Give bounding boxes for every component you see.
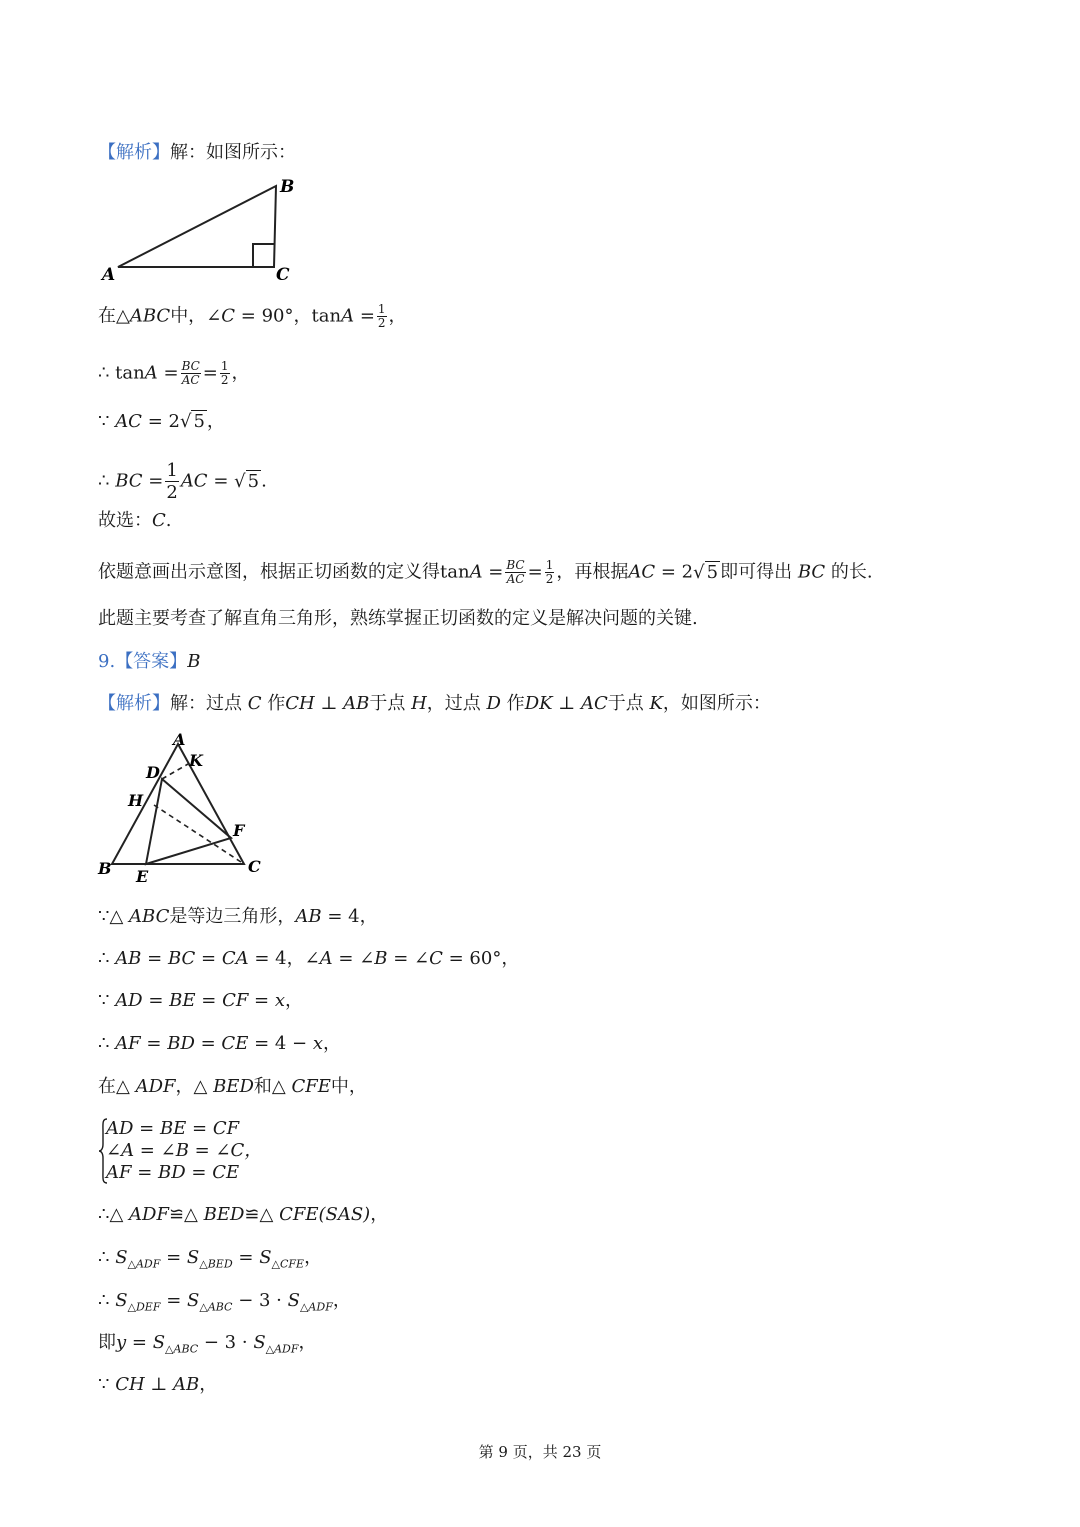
q9-line4 [98, 1032, 341, 1056]
text: = [359, 305, 375, 327]
text: ∴ [98, 1247, 116, 1268]
fraction [220, 360, 230, 387]
subscript: △CFE [271, 1257, 305, 1271]
text: ∴ [98, 948, 116, 969]
text: ∵ [98, 1374, 116, 1395]
math: ADF [135, 1076, 176, 1097]
q9-line1 [98, 905, 378, 929]
line-bc [98, 460, 267, 503]
math: S [259, 1247, 272, 1268]
math: A [469, 561, 483, 583]
text: ∠ [206, 305, 222, 327]
system-rows [106, 1118, 262, 1184]
math: CH [115, 1374, 145, 1395]
text: ， [388, 305, 407, 327]
text: = [195, 948, 222, 969]
math: ADF [129, 1204, 169, 1225]
math: BED [203, 1204, 245, 1225]
math: S [187, 1290, 200, 1311]
text: 于点 [607, 693, 650, 714]
page-footer: 第 9 页，共 23 页 [478, 1443, 602, 1461]
math: DK [524, 693, 553, 714]
math: CH [285, 693, 315, 714]
subscript: △ADF [127, 1257, 161, 1271]
math: (SAS) [318, 1204, 371, 1225]
q9-line2 [98, 947, 519, 971]
math: CFE [279, 1204, 319, 1225]
numerator: 1 [166, 460, 178, 481]
math: C [221, 305, 236, 327]
math: x [312, 1033, 324, 1054]
equilateral-triangle-figure [96, 728, 271, 888]
subscript: △ABC [199, 1300, 233, 1314]
label-f: F [233, 821, 245, 840]
text: = 90°， [240, 305, 312, 327]
text: = [160, 1290, 188, 1311]
vertex-b-label: B [280, 177, 295, 197]
text: 故选： [98, 510, 152, 531]
math: ABC [129, 305, 171, 327]
text: = 4， [321, 906, 378, 927]
math: BC [167, 948, 196, 969]
text: = [140, 1033, 168, 1054]
math: AD [115, 990, 143, 1011]
math: CA [221, 948, 249, 969]
text: 于点 [369, 693, 412, 714]
label-k: K [189, 751, 203, 770]
math: BC [797, 561, 826, 583]
line-choice [98, 509, 172, 533]
line-summary [98, 559, 873, 586]
text: ，再根据 [556, 561, 629, 583]
math: K [649, 693, 663, 714]
text: ∴△ [98, 1204, 130, 1225]
text: = ∠ [387, 948, 430, 969]
math: AB [343, 693, 370, 714]
text: = [213, 470, 229, 492]
math: AF [115, 1033, 141, 1054]
math: BE [169, 990, 196, 1011]
text: ⊥ [314, 693, 344, 714]
subscript: △DEF [127, 1300, 161, 1314]
text: = [126, 1332, 153, 1353]
math: AB [173, 1374, 200, 1395]
q9-line7 [98, 1246, 322, 1277]
text: 中， [170, 305, 207, 327]
text: ， [332, 1290, 351, 1311]
label-a: A [173, 730, 186, 749]
text: ⊥ [144, 1374, 174, 1395]
q9-intro [98, 692, 771, 716]
analysis-heading [98, 141, 296, 165]
math: AC [115, 411, 142, 432]
text: = [148, 470, 164, 492]
text: = ∠ [332, 948, 375, 969]
label-d: D [146, 763, 160, 782]
right-triangle-figure [98, 172, 308, 287]
text: = [142, 990, 170, 1011]
sqrt: √ 5 [234, 470, 260, 492]
text: ∵ [98, 411, 116, 432]
text: − 3 · [232, 1290, 288, 1311]
fraction [505, 559, 525, 586]
math: BED [213, 1076, 254, 1097]
math: AB [115, 948, 142, 969]
text: ，如图所示： [662, 693, 771, 714]
text: = [527, 561, 543, 583]
system-row: AD = BE = CF [106, 1118, 240, 1139]
math: S [253, 1332, 266, 1353]
math: B [374, 948, 388, 969]
intro-text: 解：如图所示： [170, 142, 296, 163]
text: ， [370, 1204, 389, 1225]
math: S [115, 1290, 128, 1311]
text: ∴ tan [98, 362, 145, 384]
fraction [165, 460, 178, 503]
text: ， [285, 990, 304, 1011]
radicand: 5 [706, 561, 719, 583]
text: 和△ [253, 1076, 292, 1097]
math: A [144, 362, 158, 384]
math: C [152, 510, 166, 531]
text: ， [206, 411, 225, 432]
text: = [194, 1033, 222, 1054]
text: = [195, 990, 223, 1011]
subscript: △BED [199, 1257, 233, 1271]
system-row: AF = BD = CE [106, 1162, 240, 1183]
q9-line5 [98, 1075, 367, 1099]
text: = [160, 1247, 187, 1268]
math: BD [167, 1033, 195, 1054]
text: − 3 · [198, 1332, 254, 1353]
denominator: 2 [377, 316, 386, 330]
text: 中， [330, 1076, 367, 1097]
text: ∵△ [98, 906, 130, 927]
denominator: AC [181, 373, 200, 387]
text: ，△ [175, 1076, 214, 1097]
text: = 4，∠ [248, 948, 320, 969]
line-ac [98, 410, 225, 434]
math: A [319, 948, 333, 969]
system-row: ∠A = ∠B = ∠C， [106, 1140, 263, 1161]
math: A [341, 305, 355, 327]
text: . [165, 510, 172, 531]
analysis-tag: 【解析】 [98, 142, 170, 163]
line-given [98, 303, 407, 330]
analysis-tag: 【解析】 [98, 693, 170, 714]
q9-answer [98, 650, 200, 674]
text: ， [199, 1374, 218, 1395]
numerator: BC [506, 558, 525, 572]
text: ， [304, 1247, 323, 1268]
q9-line8 [98, 1289, 351, 1320]
text: = 2 [147, 411, 180, 432]
text: ∵ [98, 990, 116, 1011]
fraction [181, 360, 201, 387]
text: 作 [261, 693, 286, 714]
numerator: BC [181, 359, 200, 373]
label-h: H [128, 791, 144, 810]
math: S [287, 1290, 300, 1311]
math: BC [115, 470, 143, 492]
text: = [163, 362, 179, 384]
math: H [411, 693, 427, 714]
math: AC [180, 470, 208, 492]
sqrt: √ 5 [693, 561, 719, 583]
math: CFE [291, 1076, 331, 1097]
subscript: △ABC [165, 1342, 199, 1356]
text: 在△ [98, 305, 130, 327]
radicand: 5 [193, 411, 205, 432]
text: 即 [98, 1332, 116, 1353]
text: ， [323, 1033, 342, 1054]
math: D [486, 693, 501, 714]
text: 即可得出 [720, 561, 798, 583]
q9-line9 [98, 1331, 317, 1362]
line-conclusion: 此题主要考查了解直角三角形，熟练掌握正切函数的定义是解决问题的关键. [98, 608, 698, 629]
answer-value: B [187, 651, 201, 672]
math: S [152, 1332, 166, 1353]
text: 依题意画出示意图，根据正切函数的定义得tan [98, 561, 470, 583]
fraction [377, 303, 387, 330]
q9-line6 [98, 1203, 388, 1227]
text: = [202, 362, 218, 384]
math: y [116, 1332, 127, 1353]
math: C [429, 948, 443, 969]
math: C [247, 693, 262, 714]
text: ≌△ [168, 1204, 204, 1225]
text: ，过点 [426, 693, 487, 714]
math: CE [221, 1033, 249, 1054]
q9-line3 [98, 989, 303, 1013]
text: . [261, 470, 267, 492]
text: = 60°， [442, 948, 520, 969]
subscript: △ADF [299, 1300, 333, 1314]
numerator: 1 [545, 558, 554, 572]
text: ， [231, 362, 250, 384]
denominator: 2 [166, 482, 178, 503]
math: AC [628, 561, 656, 583]
math: ABC [129, 906, 170, 927]
text: ≌△ [244, 1204, 280, 1225]
denominator: AC [506, 572, 525, 586]
label-c: C [248, 857, 261, 876]
math: S [115, 1247, 128, 1268]
subscript: △ADF [265, 1342, 299, 1356]
numerator: 1 [220, 359, 229, 373]
fraction [545, 559, 555, 586]
text: ∴ [98, 1290, 116, 1311]
sqrt: √ 5 [179, 411, 205, 432]
math: CF [222, 990, 249, 1011]
text: ∴ [98, 1033, 116, 1054]
text: 作 [500, 693, 525, 714]
denominator: 2 [545, 572, 554, 586]
text: = 4 − [248, 1033, 313, 1054]
text: 的长. [825, 561, 873, 583]
line-tan [98, 360, 250, 387]
text: ， [298, 1332, 317, 1353]
text: = 2 [660, 561, 694, 583]
math: AB [295, 906, 322, 927]
answer-tag: 【答案】 [115, 651, 188, 672]
vertex-c-label: C [276, 265, 290, 285]
q9-line10 [98, 1373, 217, 1397]
text: 在△ [98, 1076, 136, 1097]
text: 解：过点 [170, 693, 248, 714]
text: = [248, 990, 275, 1011]
text: = [488, 561, 504, 583]
vertex-a-label: A [102, 265, 116, 285]
math: S [186, 1247, 200, 1268]
text: ∴ [98, 470, 116, 492]
text: ⊥ [552, 693, 581, 714]
label-b: B [98, 859, 112, 878]
math: x [274, 990, 286, 1011]
text: = [232, 1247, 260, 1268]
text: 是等边三角形， [169, 906, 296, 927]
denominator: 2 [220, 373, 229, 387]
numerator: 1 [377, 302, 386, 316]
label-e: E [136, 867, 149, 886]
math: AC [580, 693, 608, 714]
text: = [141, 948, 168, 969]
text: tan [311, 305, 342, 327]
radicand: 5 [247, 470, 260, 492]
question-number: 9. [98, 651, 116, 672]
